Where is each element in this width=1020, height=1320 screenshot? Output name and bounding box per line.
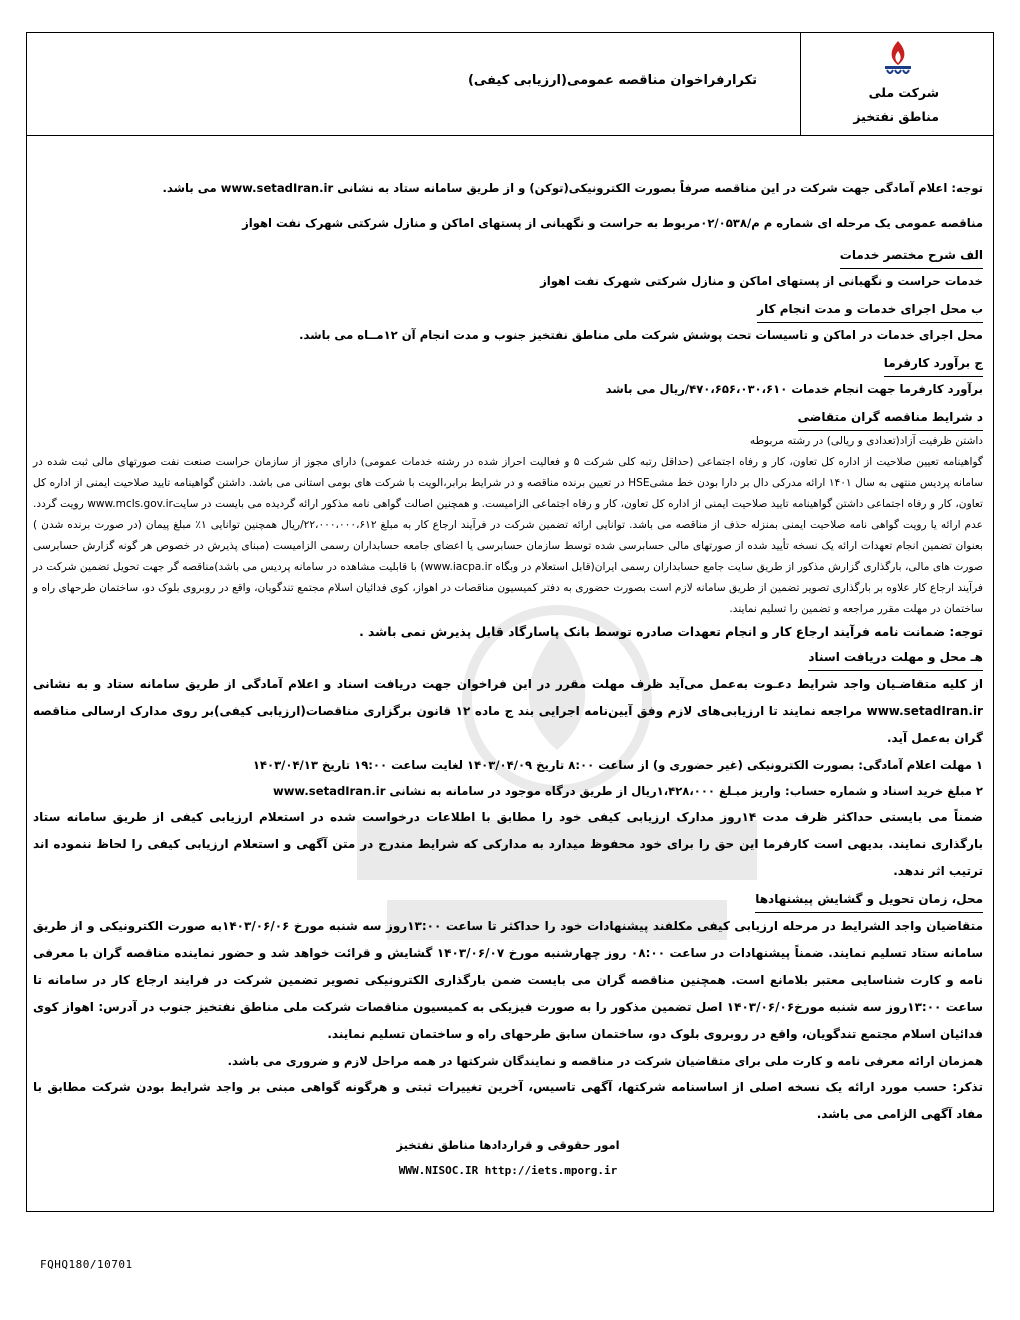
pasargad-note: توجه: ضمانت نامه فرآیند ارجاع کار و انجام تعهدات صادره توسط بانک پاسارگاد قابل پذیرش نمی باشد . — [359, 625, 983, 639]
note-line: توجه: اعلام آمادگی جهت شرکت در این مناقصه صرفاً بصورت الکترونیکی(توکن) و از طریق سامانه ستاد به نشانی www.setadIran.ir می باشد. — [162, 181, 983, 195]
section-a-title: الف شرح مختصر خدمات — [33, 243, 983, 269]
section-h-paragraph: از کلیه متقاضـیان واجد شرایط دعـوت به‌عمل می‌آید ظرف مهلت مقرر در این فراخوان جهت دریافت اسناد و اعلام آمادگی از طریق سامانه ستاد و به نشانی www.setadIran.ir مراجعه نمایند تا ارزیابی‌های لازم وفق آیین‌نامه اجرایی بند ج ماده ۱۲ قانون برگزاری مناقصات(ارزیابی کیفی)بر روی مدارک ارسالی مناقصه گران به‌عمل آید. — [33, 677, 983, 745]
notice-body — [27, 135, 993, 1213]
section-a-text: خدمات حراست و نگهبانی از پستهای اماکن و منازل شرکتی شهرک نفت اهواز — [540, 274, 983, 288]
reminder-note: تذکر: حسب مورد ارائه یک نسخه اصلی از اساسنامه شرکتها، آگهی تاسیس، آخرین تغییرات ثبتی و هرگونه گواهی مبنی بر واجد شرایط بودن شرکت مطابق با مفاد آگهی الزامی می باشد. — [33, 1080, 983, 1121]
header — [27, 33, 993, 136]
website-line: WWW.NISOC.IR http://iets.mporg.ir — [398, 1164, 618, 1177]
company-name-line2: مناطق نفتخیز — [853, 109, 939, 124]
company-logo-box — [800, 33, 993, 135]
notice-frame — [26, 32, 994, 1212]
section-c-text: برآورد کارفرما جهت انجام خدمات ۴۷۰،۶۵۶،۰۳۰،۶۱۰/ریال می باشد — [605, 382, 983, 396]
section-c-title: ج برآورد کارفرما — [33, 351, 983, 377]
section-d-paragraph: گواهینامه تعیین صلاحیت از اداره کل تعاون، کار و رفاه اجتماعی (حداقل رتبه کلی شرکت ۵ و فعالیت احراز شده در رشته خدمات عمومی) دارای مجوز از سازمان حراست صنعت نفت صورتهای مالی ثبت شده در سامانه پردیس منتهی به سال ۱۴۰۱ ارائه مدرکی دال بر دارا بودن خط مشیHSE در تعیین برنده مناقصه و در شرایط برابر،الویت با شرکت های بومی استانی می باشد. داشتن گواهینامه تایید صلاحیت ایمنی از اداره کل تعاون، کار و رفاه اجتماعی داشتن گواهینامه تایید صلاحیت ایمنی از اداره کل تعاون، کار و رفاه اجتماعی الزامیست. و همچنین اصالت گواهی نامه مذکور ارائه گردیده می بایست در سایتwww.mcls.gov.ir رویت گردد. عدم ارائه یا رویت گواهی نامه صلاحیت ایمنی بمنزله حذف از مناقصه می باشد. توانایی ارائه تضمین شرکت در فرآیند ارجاع کار به مبلغ ۲۲،۰۰۰،۰۰۰،۶۱۲/ریال همچنین توانایی ۱٪ مبلغ پیمان (در صورت برنده شدن ) بعنوان تضمین انجام تعهدات ارائه یک نسخه تأیید شده از صورتهای مالی حسابرسی شده توسط سازمان حسابرسی یا اعضای جامعه حسابداران رسمی الزامیست (مبنای پذیرش در خصوص هر گونه گزارش حسابرسی صورت های مالی، بارگذاری گزارش مذکور از طریق سایت جامع حسابداران رسمی ایران(قابل استعلام در وبگاه www.iacpa.ir) با قابلیت مشاهده در سامانه پردیس می باشد)مناقصه گر جهت تحویل تضمین شرکت در فرآیند ارجاع کار علاوه بر بارگذاری تصویر تضمین از طریق سامانه لازم است بصورت حضوری به دفتر کمیسیون مناقصات در اهواز، کوی فدائیان اسلام مجتمع تندگویان، واقع در روبروی بلوک دو، ساختمان طرحهای راه و ساختمان در مهلت مقرر مراجعه و تضمین را تسلیم نمایند. — [33, 456, 983, 615]
section-z-paragraph: متقاضیان واجد الشرایط در مرحله ارزیابی کیفی مکلفند پیشنهادات خود را حداکثر تا ساعت ۱۳:۰۰روز سه شنبه مورخ ۱۴۰۳/۰۶/۰۶به صورت الکترونیکی و از طریق سامانه ستاد تسلیم نمایند. ضمناً پیشنهادات در ساعت ۰۸:۰۰ روز چهارشنبه مورخ ۱۴۰۳/۰۶/۰۷ گشایش و قرائت خواهد شد و حضور نماینده مناقصه گران با معرفی نامه و کارت شناسایی معتبر بلامانع است. همچنین مناقصه گران می بایست ضمن بارگذاری الکترونیکی تصویر تضمین شرکت در فرایند ارجاع کار در سامانه تا ساعت ۱۳:۰۰روز سه شنبه مورخ۱۴۰۳/۰۶/۰۶ اصل تضمین مذکور را به صورت فیزیکی به کمیسیون مناقصات شرکت ملی مناطق نفتخیز جنوب در آدرس: اهواز کوی فدائیان اسلام مجتمع تندگویان، واقع در روبروی بلوک دو، ساختمان سابق طرحهای راه و ساختمان تسلیم نمایند. — [33, 919, 984, 1041]
company-name-line1: شرکت ملی — [868, 85, 939, 100]
document-code: FQHQ180/10701 — [40, 1258, 133, 1271]
nioc-flame-logo-icon — [881, 39, 915, 79]
concurrent-note: همزمان ارائه معرفی نامه و کارت ملی برای متقاضیان شرکت در مناقصه و نمایندگان شرکتها در همه مراحل لازم و ضروری می باشد. — [227, 1054, 983, 1068]
section-d-title: د شرایط مناقصه گران متقاضی — [33, 405, 983, 431]
evaluation-note: ضمناً می بایستی حداکثر ظرف مدت ۱۴روز مدارک ارزیابی کیفی خود را مطابق با اطلاعات درخواست شده در استعلام ارزیابی کیفی از طریق سامانه ستاد بارگذاری نمایند. بدیهی است کارفرما این حق را برای خود محفوظ میدارد به مدارکی که شرایط مندرج در متن آگهی و استعلام ارزیابی کیفی را لحاظ ننموده اند ترتیب اثر ندهد. — [33, 810, 983, 878]
notice-content — [33, 175, 983, 1184]
tender-number-line: مناقصه عمومی یک مرحله ای شماره م م/۰۲/۰۵۳۸مربوط به حراست و نگهبانی از پستهای اماکن و منازل شرکتی شهرک نفت اهواز — [242, 216, 983, 230]
section-h-title: هـ محل و مهلت دریافت اسناد — [33, 645, 983, 671]
section-z-title: محل، زمان تحویل و گشایش پیشنهادها — [33, 887, 983, 913]
section-d-line1: داشتن ظرفیت آزاد(تعدادی و ریالی) در رشته مربوطه — [749, 435, 983, 447]
notice-title: تکرارفراخوان مناقصه عمومی(ارزیابی کیفی) — [467, 73, 757, 88]
section-b-title: ب محل اجرای خدمات و مدت انجام کار — [33, 297, 983, 323]
signature-line: امور حقوقی و قراردادها مناطق نفتخیز — [396, 1138, 620, 1152]
deadline-item-2: ۲ مبلغ خرید اسناد و شماره حساب: واریز مبـلغ ۱،۴۲۸،۰۰۰ریال از طریق درگاه موجود در سامانه به نشانی www.setadIran.ir — [273, 784, 983, 798]
deadline-item-1: ۱ مهلت اعلام آمادگی: بصورت الکترونیکی (غیر حضوری و) از ساعت ۸:۰۰ تاریخ ۱۴۰۳/۰۴/۰۹ لغایت ساعت ۱۹:۰۰ تاریخ ۱۴۰۳/۰۴/۱۳ — [252, 758, 983, 772]
section-b-text: محل اجرای خدمات در اماکن و تاسیسات تحت پوشش شرکت ملی مناطق نفتخیز جنوب و مدت انجام آن ۱۲مــاه می باشد. — [299, 328, 983, 342]
